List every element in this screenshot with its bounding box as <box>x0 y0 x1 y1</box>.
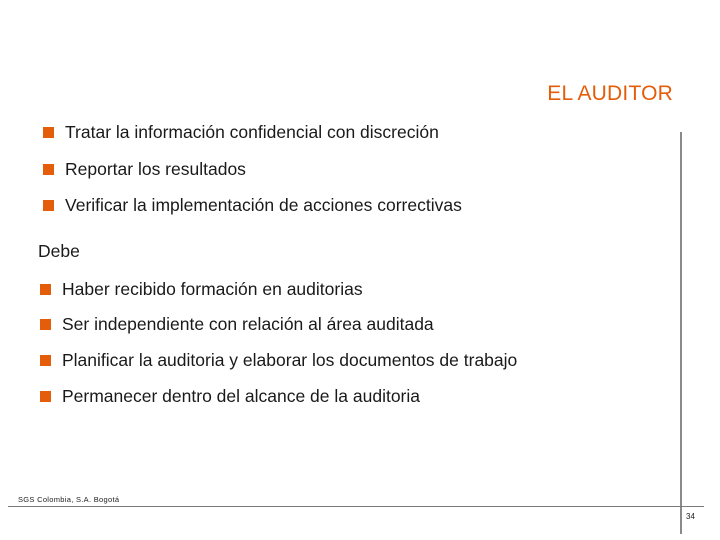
bullet-text: Planificar la auditoria y elaborar los documentos de trabajo <box>62 350 518 370</box>
page-number: 34 <box>686 512 695 521</box>
square-bullet-icon <box>43 127 54 138</box>
bullet-item <box>40 314 434 335</box>
square-bullet-icon <box>40 284 51 295</box>
footer-rule <box>8 506 704 507</box>
bullet-item <box>43 122 439 143</box>
vertical-divider <box>680 132 682 534</box>
bullet-text: Permanecer dentro del alcance de la auditoria <box>62 386 420 406</box>
square-bullet-icon <box>40 355 51 366</box>
bullet-item <box>40 386 420 407</box>
footer-company: SGS Colombia, S.A. Bogotá <box>18 495 120 504</box>
bullet-text: Tratar la información confidencial con discreción <box>65 122 439 142</box>
bullet-text: Ser independiente con relación al área auditada <box>62 314 434 334</box>
square-bullet-icon <box>43 200 54 211</box>
square-bullet-icon <box>40 319 51 330</box>
square-bullet-icon <box>40 391 51 402</box>
bullet-item <box>40 279 363 300</box>
bullet-text: Haber recibido formación en auditorias <box>62 279 363 299</box>
bullet-text: Reportar los resultados <box>65 159 246 179</box>
subheading: Debe <box>38 241 80 261</box>
slide-title: EL AUDITOR <box>547 82 673 105</box>
bullet-item <box>40 350 517 371</box>
bullet-item <box>43 195 462 216</box>
bullet-text: Verificar la implementación de acciones correctivas <box>65 195 462 215</box>
bullet-item <box>43 159 246 180</box>
square-bullet-icon <box>43 164 54 175</box>
